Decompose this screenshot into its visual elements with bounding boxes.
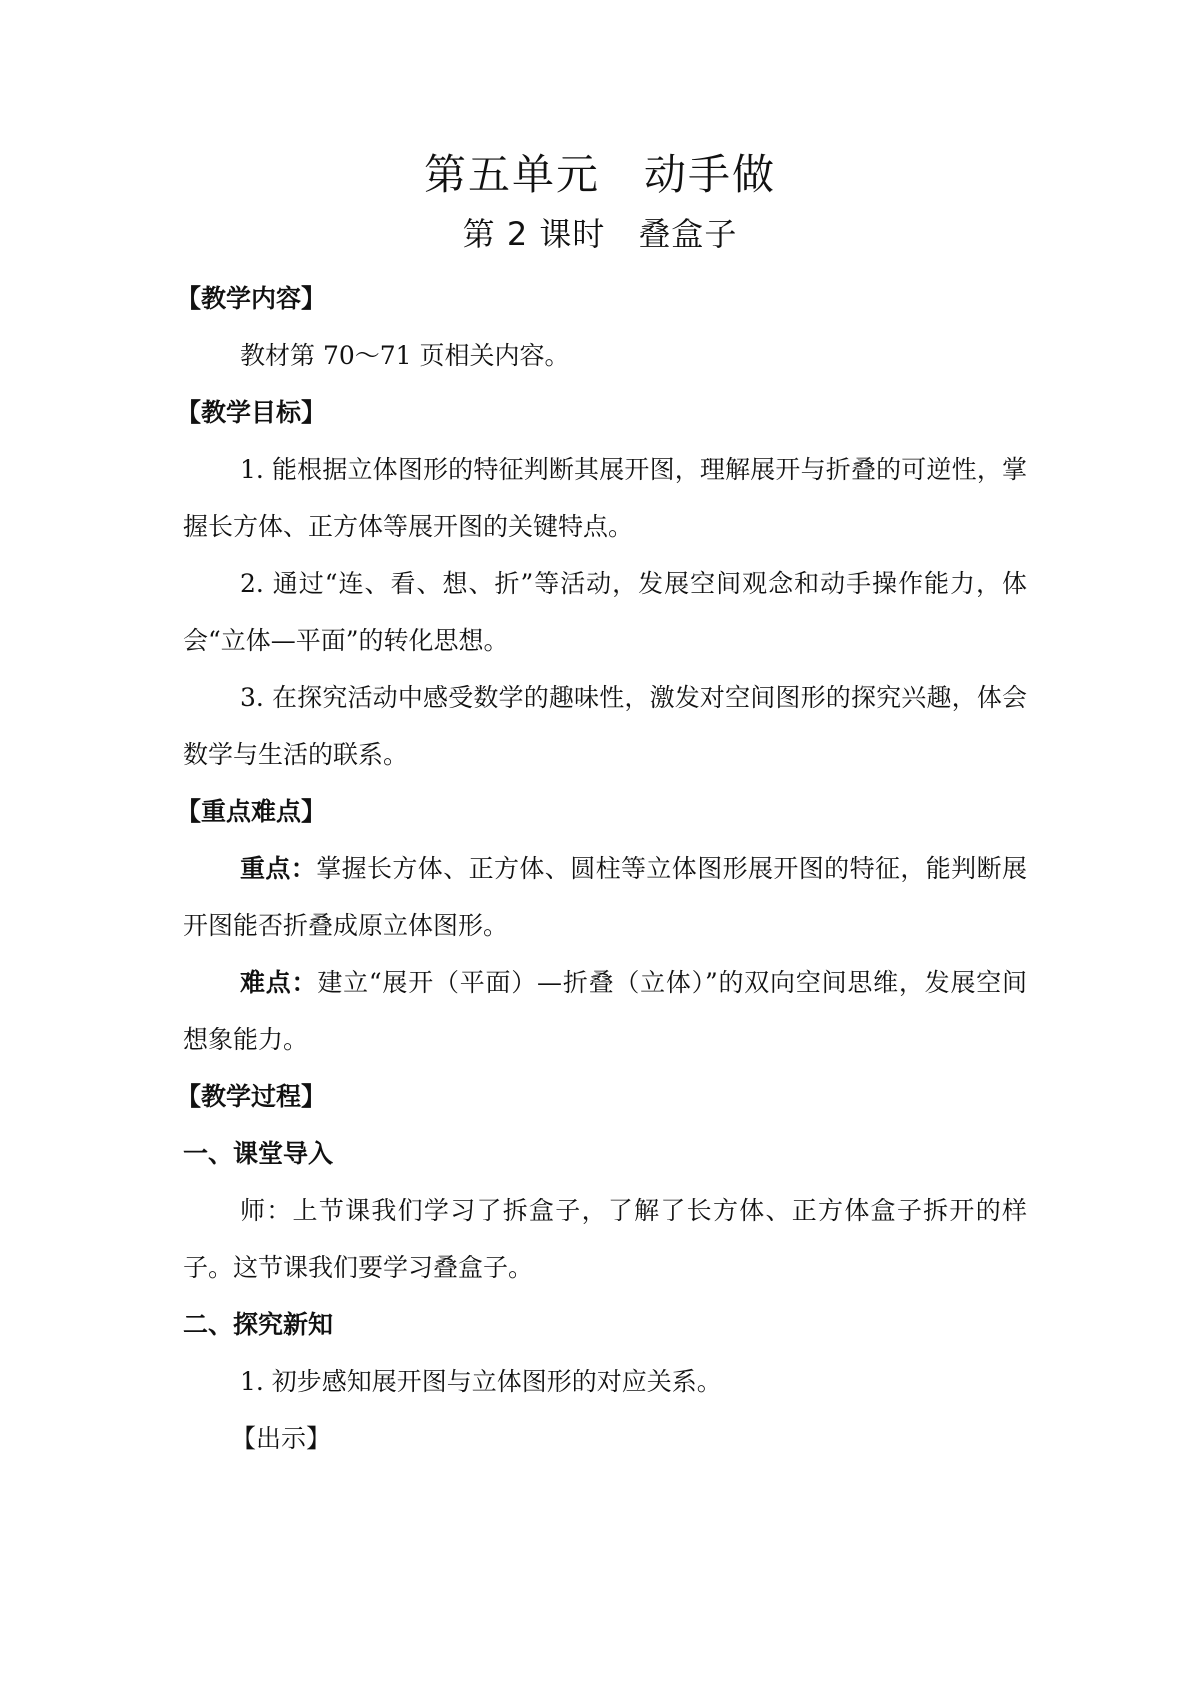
part-one-title: 一、课堂导入 (183, 1139, 334, 1168)
part-one-text: 师：上节课我们学习了拆盒子，了解了长方体、正方体盒子拆开的样子。这节课我们要学习叠盒子。 (183, 1196, 1027, 1282)
document-body (176, 270, 1027, 1467)
lesson-title: 第 2 课时 叠盒子 (462, 215, 738, 253)
teaching-process-heading: 【教学过程】 (176, 1082, 327, 1111)
teaching-content-heading: 【教学内容】 (176, 284, 327, 313)
teaching-goals-heading: 【教学目标】 (176, 398, 327, 427)
teaching-content-text: 教材第 70～71 页相关内容。 (240, 341, 570, 370)
difficult-point-text: 建立“展开（平面）—折叠（立体）”的双向空间思维，发展空间想象能力。 (183, 968, 1027, 1054)
difficult-point-paragraph (183, 954, 1027, 1068)
show-label: 【出示】 (231, 1424, 332, 1453)
key-point-text: 掌握长方体、正方体、圆柱等立体图形展开图的特征，能判断展开图能否折叠成原立体图形。 (183, 854, 1027, 940)
part-two-item-1: 1. 初步感知展开图与立体图形的对应关系。 (240, 1367, 722, 1396)
goal-item-2: 2. 通过“连、看、想、折”等活动，发展空间观念和动手操作能力，体会“立体—平面”的转化思想。 (183, 569, 1027, 655)
key-point-paragraph (183, 840, 1027, 954)
key-point-label: 重点： (240, 854, 317, 883)
part-two-title: 二、探究新知 (183, 1310, 334, 1339)
unit-title: 第五单元 动手做 (423, 150, 776, 199)
goal-item-1: 1. 能根据立体图形的特征判断其展开图，理解展开与折叠的可逆性，掌握长方体、正方体等展开图的关键特点。 (183, 455, 1027, 541)
key-points-heading: 【重点难点】 (176, 797, 327, 826)
difficult-point-label: 难点： (240, 968, 318, 997)
goal-item-3: 3. 在探究活动中感受数学的趣味性，激发对空间图形的探究兴趣，体会数学与生活的联系。 (183, 683, 1027, 769)
